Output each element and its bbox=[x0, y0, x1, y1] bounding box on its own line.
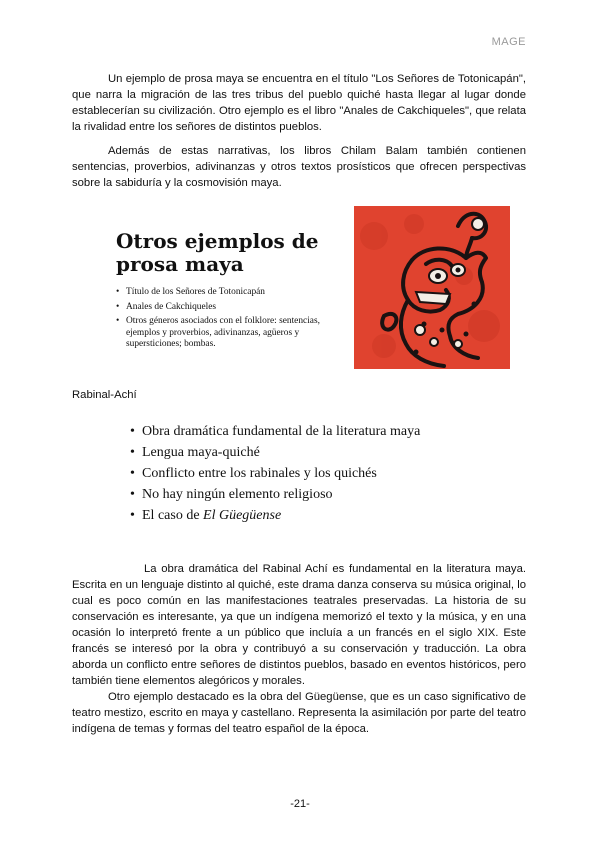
slide-bullet-item: • Título de los Señores de Totonicapán bbox=[116, 287, 348, 299]
rabinal-bullet-item bbox=[130, 508, 430, 524]
rabinal-bullet-item: • Lengua maya-quiché bbox=[130, 445, 430, 461]
slide-bullet-item: • Anales de Cakchiqueles bbox=[116, 302, 348, 314]
slide-bullet-list bbox=[116, 287, 348, 354]
rabinal-item-title: El Güegüense bbox=[203, 508, 282, 523]
page-number: -21- bbox=[290, 798, 310, 810]
rabinal-item-prefix: El caso de bbox=[142, 508, 204, 523]
paragraph-guegüense: Otro ejemplo destacado es la obra del Güegüense, que es un caso significativo de teatro mestizo, escrito en maya y castellano. Representa la asimilación por parte del teatro indígena de temas y formas del teatro español de la época. bbox=[72, 691, 526, 735]
running-header: MAGE bbox=[491, 36, 526, 48]
rabinal-bullet-item: • Obra dramática fundamental de la literatura maya bbox=[130, 424, 430, 440]
paragraph-prosa-maya: Un ejemplo de prosa maya se encuentra en el título "Los Señores de Totonicapán", que narra la migración de las tres tribus del pueblo quiché hasta llegar al lugar donde establecerían su civilización. Otro ejemplo es el libro "Anales de Cakchiqueles", que relata la rivalidad entre los señores de distintos pueblos. bbox=[72, 73, 526, 133]
paragraph-chilam-balam: Además de estas narrativas, los libros Chilam Balam también contienen sentencias, proverbios, adivinanzas y otros textos prosísticos que ofrecen perspectivas sobre la sabiduría y la cosmovisión maya. bbox=[72, 145, 526, 189]
maya-jaguar-illustration bbox=[354, 206, 510, 369]
rabinal-bullet-item: • No hay ningún elemento religioso bbox=[130, 487, 430, 503]
rabinal-bullet-item: • Conflicto entre los rabinales y los quichés bbox=[130, 466, 430, 482]
rabinal-bullet-list bbox=[130, 424, 430, 529]
section-label-rabinal-achi: Rabinal-Achí bbox=[72, 389, 137, 401]
paragraph-rabinal-achi: La obra dramática del Rabinal Achí es fundamental en la literatura maya. Escrita en un lenguaje distinto al quiché, este drama danza conserva su música original, lo cual es poco común en las manifestaciones teatrales preservadas. La historia de su conservación es interesante, ya que un indígena memorizó el texto y la música, y en una ocasión lo interpretó frente a un público que incluía a un francés en el siglo XIX. Este francés se interesó por la obra y contribuyó a su conservación y traducción. La obra aborda un conflicto entre señores de distintos pueblos, basado en eventos históricos, pero también tiene elementos alegóricos y morales. bbox=[72, 563, 526, 687]
slide-bullet-item: • Otros géneros asociados con el folklore: sentencias, ejemplos y proverbios, adivinanzas, agüeros y supersticiones; bombas. bbox=[116, 316, 348, 351]
slide-title: Otros ejemplos de prosa maya bbox=[116, 229, 319, 276]
